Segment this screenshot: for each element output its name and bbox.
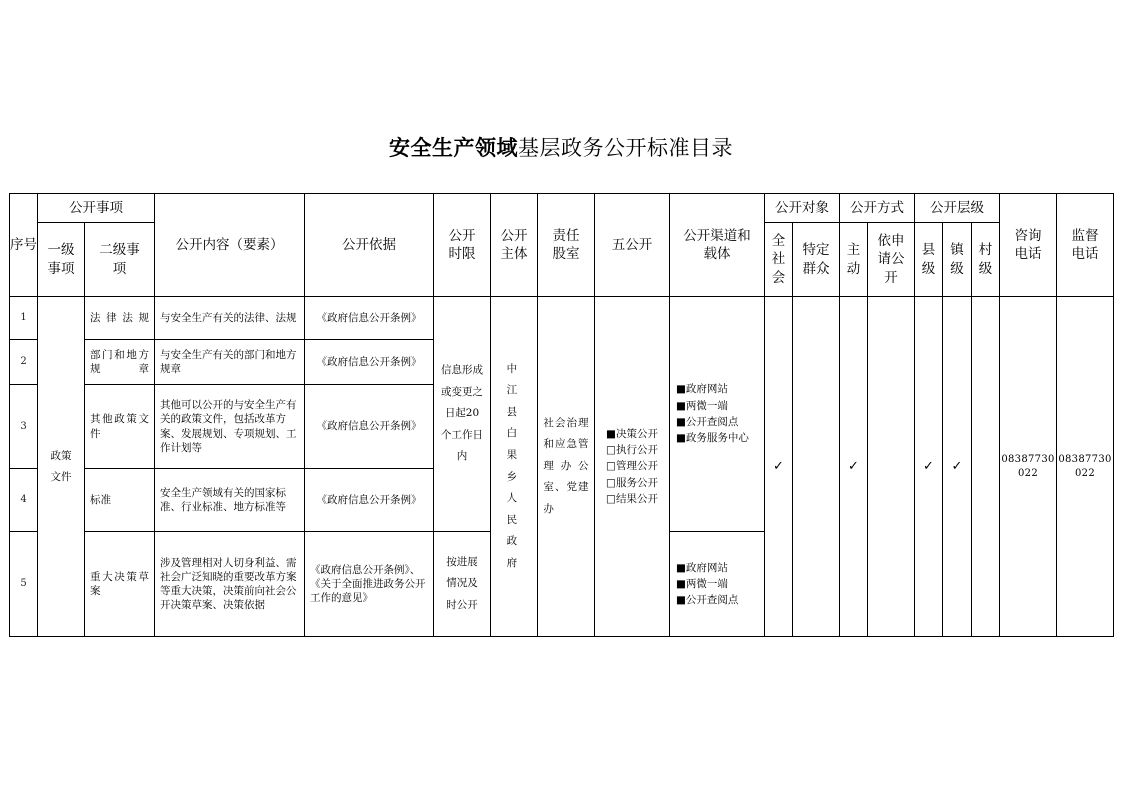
channel-item: ■政务服务中心 <box>676 432 749 445</box>
content-cell: 其他可以公开的与安全生产有关的政策文件，包括改革方案、发展规划、专项规划、工作计划等 <box>155 385 305 469</box>
method-apply-cell <box>868 297 915 637</box>
basis-cell: 《政府信息公开条例》 <box>305 297 434 340</box>
level2-cell: 法律法规 <box>85 297 155 340</box>
time-limit-cell <box>434 297 491 532</box>
channel-list-2 <box>670 560 764 609</box>
header-time-limit <box>434 194 491 297</box>
page-title <box>0 132 1122 162</box>
five-open-item: □结果公开 <box>606 492 658 505</box>
row-seq: 3 <box>10 385 38 469</box>
row-seq: 4 <box>10 469 38 532</box>
time-limit-text-2: 按进展情况及时公开 <box>446 555 478 611</box>
office-cell <box>538 297 595 637</box>
header-level-county <box>915 223 943 297</box>
header-target-all <box>765 223 793 297</box>
channel-item: ■两微一端 <box>676 399 728 412</box>
table-row <box>10 297 1114 340</box>
row-seq: 1 <box>10 297 38 340</box>
basis-cell: 《政府信息公开条例》 <box>305 469 434 532</box>
header-time-limit-text: 公开时限 <box>448 227 476 262</box>
level-village-cell <box>972 297 1000 637</box>
row-seq: 2 <box>10 340 38 385</box>
basis-cell: 《政府信息公开条例》 <box>305 385 434 469</box>
content-cell: 与安全生产有关的部门和地方规章 <box>155 340 305 385</box>
header-level-town-text: 镇级 <box>950 242 964 277</box>
channel-cell-1 <box>670 297 765 532</box>
catalog-table <box>9 193 1114 637</box>
header-level-group: 公开层级 <box>915 194 1000 223</box>
consult-phone-cell <box>1000 297 1057 637</box>
five-open-cell <box>595 297 670 637</box>
header-method-group: 公开方式 <box>840 194 915 223</box>
header-level2 <box>85 223 155 297</box>
channel-item: ■政府网站 <box>676 383 728 396</box>
content-cell: 涉及管理相对人切身利益、需社会广泛知晓的重要改革方案等重大决策，决策前向社会公开决策草案、决策依据 <box>155 532 305 637</box>
subject-cell <box>491 297 538 637</box>
level1-text: 政策文件 <box>50 449 72 483</box>
consult-phone-line2: 022 <box>1018 467 1039 479</box>
header-method-active <box>840 223 868 297</box>
header-method-active-text: 主动 <box>846 242 861 277</box>
level1-cell <box>38 297 85 637</box>
title-light: 基层政务公开标准目录 <box>518 136 733 160</box>
header-method-apply-text: 依申请公开 <box>877 233 905 286</box>
channel-list-1 <box>670 381 764 446</box>
level2-cell: 标准 <box>85 469 155 532</box>
header-target-specific <box>793 223 840 297</box>
row-seq: 5 <box>10 532 38 637</box>
level2-cell: 其他政策文件 <box>85 385 155 469</box>
header-office <box>538 194 595 297</box>
time-limit-cell-2 <box>434 532 491 637</box>
supervise-phone-line1: 08387730 <box>1058 454 1112 465</box>
header-level1 <box>38 223 85 297</box>
title-bold: 安全生产领域 <box>389 135 518 160</box>
header-consult-phone-text: 咨询电话 <box>1014 227 1042 262</box>
header-five-open: 五公开 <box>595 194 670 297</box>
channel-item: ■公开查阅点 <box>676 594 739 607</box>
header-basis: 公开依据 <box>305 194 434 297</box>
basis-cell: 《政府信息公开条例》 <box>305 340 434 385</box>
level-town-check: ✓ <box>943 297 972 637</box>
channel-cell-2 <box>670 532 765 637</box>
channel-item: ■两微一端 <box>676 577 728 590</box>
header-office-text: 责任股室 <box>552 227 580 262</box>
target-all-check: ✓ <box>765 297 793 637</box>
header-target-group: 公开对象 <box>765 194 840 223</box>
level2-cell: 重大决策草案 <box>85 532 155 637</box>
header-method-apply <box>868 223 915 297</box>
level2-cell: 部门和地方规章 <box>85 340 155 385</box>
header-level-village-text: 村级 <box>978 242 993 277</box>
header-subject <box>491 194 538 297</box>
header-consult-phone <box>1000 194 1057 297</box>
header-content: 公开内容（要素） <box>155 194 305 297</box>
header-level-town <box>943 223 972 297</box>
channel-item: ■公开查阅点 <box>676 416 739 428</box>
office-text: 社会治理和应急管理办公室、党建办 <box>543 416 589 515</box>
supervise-phone-line2: 022 <box>1075 467 1096 479</box>
five-open-item: ■决策公开 <box>606 427 658 440</box>
header-level-county-text: 县级 <box>921 242 936 277</box>
header-level-village <box>972 223 1000 297</box>
supervise-phone-cell <box>1057 297 1114 637</box>
subject-text: 中江县白果乡人民政府 <box>506 362 522 569</box>
header-target-specific-text: 特定群众 <box>802 242 830 277</box>
header-subject-text: 公开主体 <box>500 227 528 262</box>
header-items-group: 公开事项 <box>38 194 155 223</box>
header-supervise-phone <box>1057 194 1114 297</box>
header-level1-text: 一级事项 <box>47 242 75 277</box>
consult-phone-line1: 08387730 <box>1001 454 1055 465</box>
five-open-item: □执行公开 <box>606 444 658 457</box>
five-open-item: □服务公开 <box>606 476 658 489</box>
header-channel-text: 公开渠道和载体 <box>683 227 751 262</box>
header-level2-text: 二级事项 <box>99 242 140 277</box>
channel-item: ■政府网站 <box>676 561 728 574</box>
level-county-check: ✓ <box>915 297 943 637</box>
header-supervise-phone-text: 监督电话 <box>1071 227 1099 262</box>
header-seq: 序号 <box>10 194 38 297</box>
method-active-check: ✓ <box>840 297 868 637</box>
five-open-list <box>606 426 658 507</box>
target-specific-cell <box>793 297 840 637</box>
header-channel <box>670 194 765 297</box>
five-open-item: □管理公开 <box>606 460 658 473</box>
basis-cell: 《政府信息公开条例》、《关于全面推进政务公开工作的意见》 <box>305 532 434 637</box>
header-target-all-text: 全社会 <box>771 233 786 286</box>
time-limit-text: 信息形成或变更之日起20个工作日内 <box>441 364 483 463</box>
content-cell: 与安全生产有关的法律、法规 <box>155 297 305 340</box>
content-cell: 安全生产领域有关的国家标准、行业标准、地方标准等 <box>155 469 305 532</box>
